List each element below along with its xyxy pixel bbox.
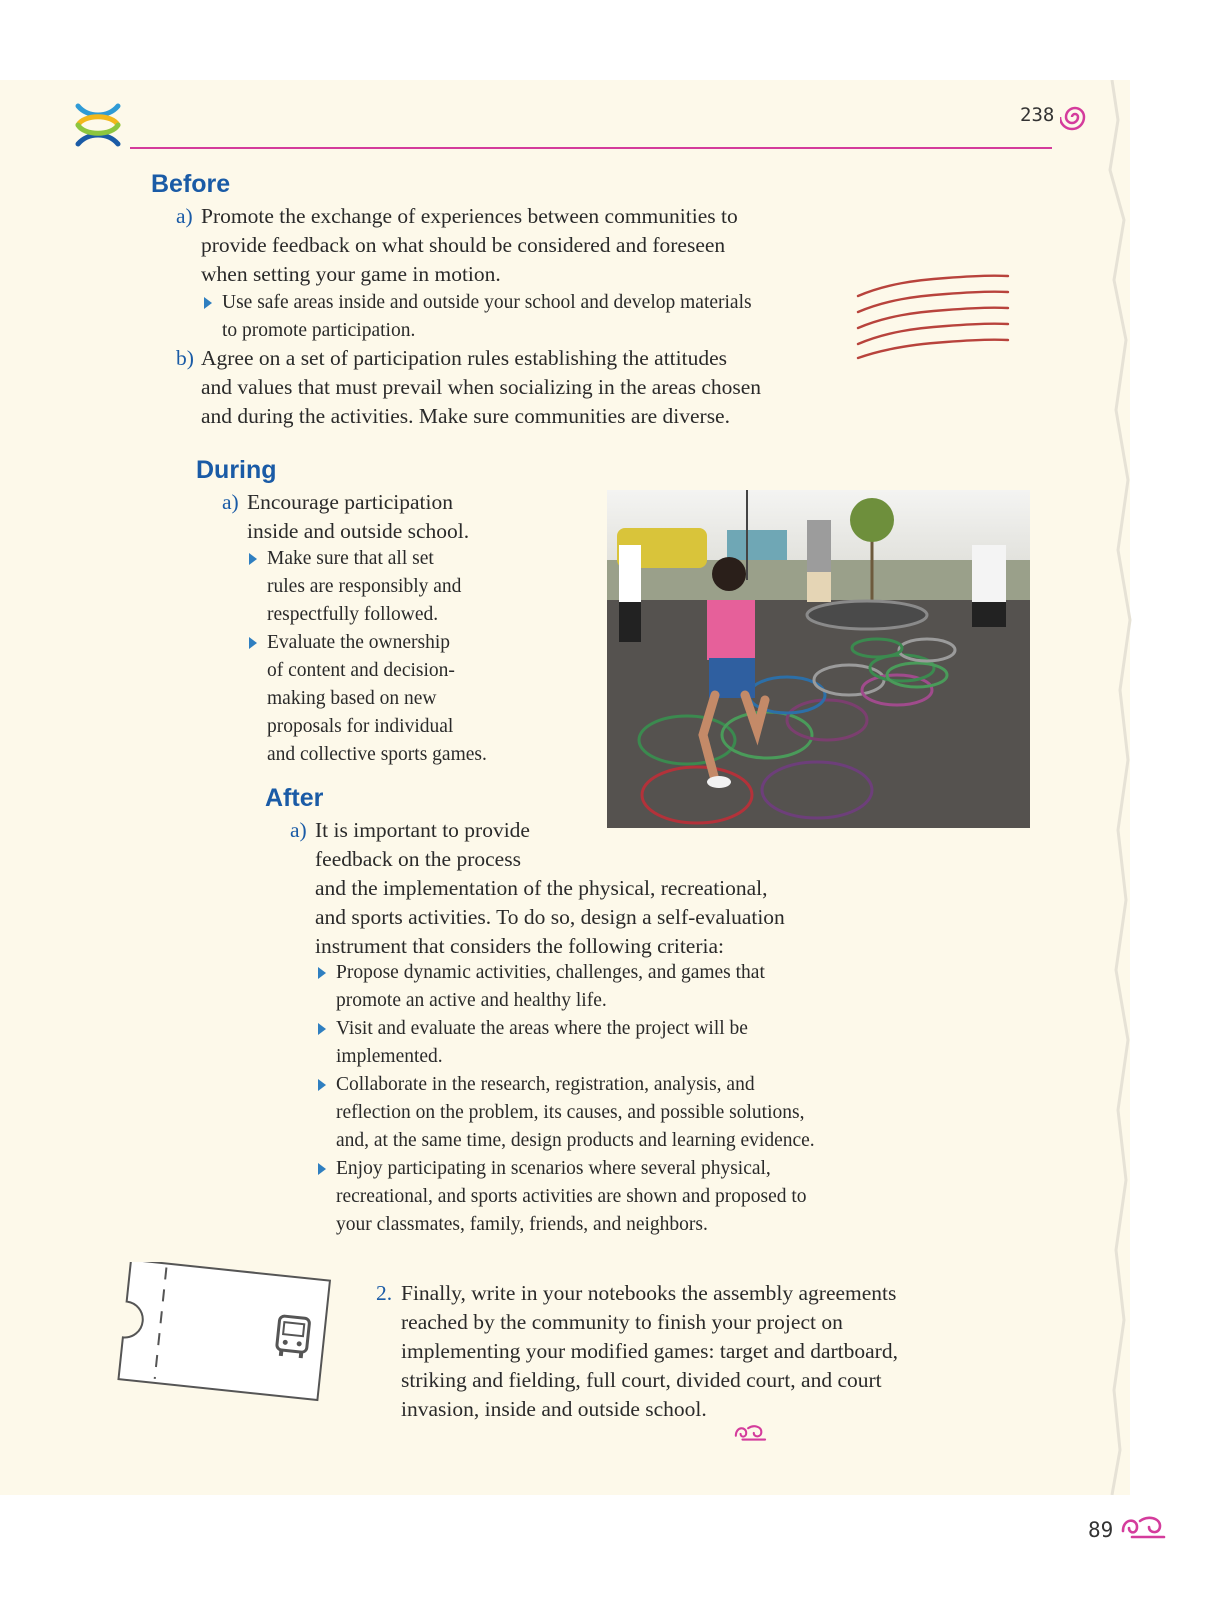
before-b-line: and values that must prevail when socializing in the areas chosen xyxy=(201,375,762,399)
after-bullet-2 xyxy=(336,1015,896,1071)
during-a-line: inside and outside school. xyxy=(247,519,470,543)
after-a-label: a) xyxy=(290,818,307,842)
before-b-label: b) xyxy=(176,346,194,370)
ticket-icon xyxy=(110,1262,340,1402)
during-a-line: Encourage participation xyxy=(247,490,453,514)
footer-ornament-icon xyxy=(1120,1513,1166,1539)
before-b-line: and during the activities. Make sure communities are diverse. xyxy=(201,404,730,428)
before-a-line: provide feedback on what should be considered and foreseen xyxy=(201,233,726,257)
bullet-line: Collaborate in the research, registration, analysis, and xyxy=(336,1074,755,1095)
before-item-b xyxy=(176,344,836,431)
after-a-line: instrument that considers the following criteria: xyxy=(315,934,724,958)
after-bullet-4 xyxy=(336,1155,916,1239)
bullet-arrow-icon xyxy=(249,637,257,649)
after-bullet-3 xyxy=(336,1071,916,1155)
bullet-line: Propose dynamic activities, challenges, and games that xyxy=(336,962,765,983)
before-a-line: Promote the exchange of experiences between communities to xyxy=(201,204,738,228)
bullet-arrow-icon xyxy=(204,297,212,309)
final-number: 2. xyxy=(376,1281,393,1305)
before-heading: Before xyxy=(151,170,231,198)
bullet-line: Visit and evaluate the areas where the project will be xyxy=(336,1018,748,1039)
bullet-line: Use safe areas inside and outside your school and develop materials xyxy=(222,292,752,313)
after-a-line: feedback on the process xyxy=(315,847,521,871)
bullet-line: proposals for individual xyxy=(267,716,454,737)
before-a-label: a) xyxy=(176,204,193,228)
final-line: reached by the community to finish your project on xyxy=(401,1310,843,1334)
end-ornament-icon xyxy=(733,1422,767,1442)
header-rule xyxy=(130,147,1052,149)
bullet-line: Evaluate the ownership xyxy=(267,632,451,653)
bullet-arrow-icon xyxy=(318,1079,326,1091)
bullet-line: to promote participation. xyxy=(222,320,416,341)
bullet-arrow-icon xyxy=(318,1163,326,1175)
final-item-2 xyxy=(376,1279,976,1424)
section-logo-icon xyxy=(72,100,124,150)
page-number-bottom: 89 xyxy=(1088,1518,1114,1542)
hoops-game-photo xyxy=(607,490,1030,828)
bullet-arrow-icon xyxy=(318,967,326,979)
bullet-line: and collective sports games. xyxy=(267,744,487,765)
after-a-line: and sports activities. To do so, design a self-evaluation xyxy=(315,905,785,929)
after-heading: After xyxy=(265,784,324,812)
bullet-line: and, at the same time, design products and learning evidence. xyxy=(336,1130,815,1151)
bullet-line: recreational, and sports activities are shown and proposed to xyxy=(336,1186,807,1207)
during-a-label: a) xyxy=(222,490,239,514)
bullet-line: respectfully followed. xyxy=(267,604,439,625)
before-a-line: when setting your game in motion. xyxy=(201,262,501,286)
bullet-line: Make sure that all set xyxy=(267,548,434,569)
after-a-line: and the implementation of the physical, recreational, xyxy=(315,876,768,900)
bullet-line: Enjoy participating in scenarios where several physical, xyxy=(336,1158,771,1179)
page-number-top: 238 xyxy=(1020,104,1055,126)
bullet-line: implemented. xyxy=(336,1046,443,1067)
before-b-line: Agree on a set of participation rules establishing the attitudes xyxy=(201,346,728,370)
before-item-a xyxy=(176,202,816,289)
bullet-line: rules are responsibly and xyxy=(267,576,462,597)
after-bullet-1 xyxy=(336,959,896,1015)
final-line: striking and fielding, full court, divided court, and court xyxy=(401,1368,882,1392)
torn-edge xyxy=(1090,80,1150,1495)
during-heading: During xyxy=(196,456,277,484)
bullet-line: promote an active and healthy life. xyxy=(336,990,607,1011)
during-item-a xyxy=(222,488,592,546)
postmark-icon xyxy=(856,270,1010,362)
bullet-arrow-icon xyxy=(249,553,257,565)
bullet-line: making based on new xyxy=(267,688,437,709)
bullet-line: reflection on the problem, its causes, and possible solutions, xyxy=(336,1102,805,1123)
after-item-a xyxy=(290,816,890,961)
bullet-line: your classmates, family, friends, and neighbors. xyxy=(336,1214,708,1235)
final-line: implementing your modified games: target and dartboard, xyxy=(401,1339,898,1363)
final-line: invasion, inside and outside school. xyxy=(401,1397,707,1421)
after-a-line: It is important to provide xyxy=(315,818,530,842)
during-bullet-2 xyxy=(267,629,587,769)
final-line: Finally, write in your notebooks the assembly agreements xyxy=(401,1281,897,1305)
spiral-icon xyxy=(1060,100,1090,134)
during-bullet-1 xyxy=(267,545,587,629)
before-a-bullet xyxy=(222,289,822,345)
bullet-line: of content and decision- xyxy=(267,660,455,681)
bullet-arrow-icon xyxy=(318,1023,326,1035)
